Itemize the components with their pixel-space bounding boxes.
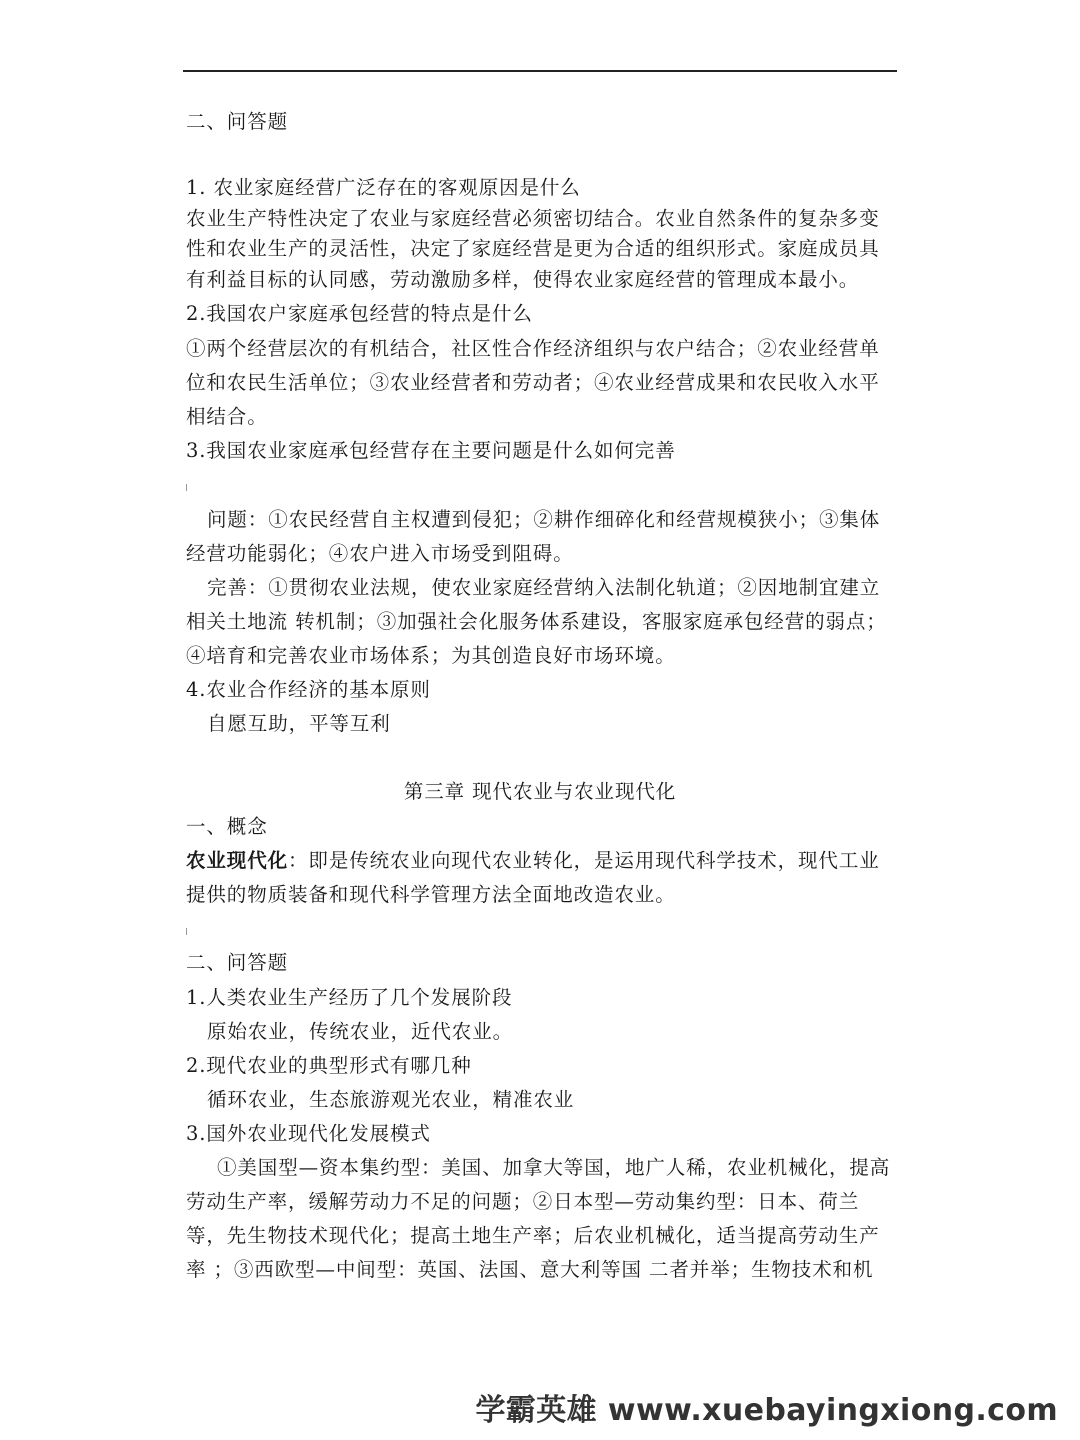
chapter-question-1-answer: 原始农业，传统农业，近代农业。 (207, 1020, 514, 1043)
page-break-mark (186, 928, 187, 935)
chapter-title: 第三章 现代农业与农业现代化 (403, 780, 677, 803)
concept-definition-line: 提供的物质装备和现代科学管理方法全面地改造农业。 (186, 883, 676, 906)
chapter-question-2-answer: 循环农业，生态旅游观光农业，精准农业 (207, 1088, 575, 1111)
question-1-answer-line: 有利益目标的认同感，劳动激励多样，使得农业家庭经营的管理成本最小。 (186, 268, 860, 291)
chapter-question-3-answer-line: ①美国型—资本集约型：美国、加拿大等国，地广人稀，农业机械化，提高 (217, 1156, 891, 1179)
question-3-problems-line: 问题：①农民经营自主权遭到侵犯；②耕作细碎化和经营规模狭小；③集体 (207, 508, 881, 531)
chapter-question-3-answer-line: 率 ；③西欧型—中间型：英国、法国、意大利等国 二者并举；生物技术和机 (186, 1258, 874, 1281)
question-2-answer-line: 相结合。 (186, 405, 268, 428)
question-3-problems-line: 经营功能弱化；④农户进入市场受到阻碍。 (186, 542, 574, 565)
chapter-question-3-title: 3.国外农业现代化发展模式 (186, 1122, 431, 1145)
chapter-qa-heading: 二、问答题 (186, 951, 289, 974)
chapter-question-2-title: 2.现代农业的典型形式有哪几种 (186, 1054, 472, 1077)
question-1-answer-line: 农业生产特性决定了农业与家庭经营必须密切结合。农业自然条件的复杂多变 (186, 207, 880, 230)
question-3-improve-line: 相关土地流 转机制；③加强社会化服务体系建设，客服家庭承包经营的弱点； (186, 610, 887, 633)
chapter-question-1-title: 1.人类农业生产经历了几个发展阶段 (186, 986, 513, 1009)
concept-term: 农业现代化 (186, 849, 289, 872)
question-2-answer-line: ①两个经营层次的有机结合，社区性合作经济组织与农户结合；②农业经营单 (186, 337, 880, 360)
concept-definition-line (186, 849, 880, 873)
chapter-question-3-answer-line: 等，先生物技术现代化；提高土地生产率；后农业机械化，适当提高劳动生产 (186, 1224, 880, 1247)
concept-definition-text: ：即是传统农业向现代农业转化，是运用现代科学技术，现代工业 (288, 849, 880, 872)
question-4-answer: 自愿互助，平等互利 (207, 712, 391, 735)
page-break-mark (186, 484, 187, 491)
question-3-improve-line: 完善：①贯彻农业法规，使农业家庭经营纳入法制化轨道；②因地制宜建立 (207, 576, 881, 599)
question-3-title: 3.我国农业家庭承包经营存在主要问题是什么如何完善 (186, 439, 676, 462)
question-4-title: 4.农业合作经济的基本原则 (186, 678, 431, 701)
question-2-answer-line: 位和农民生活单位；③农业经营者和劳动者；④农业经营成果和农民收入水平 (186, 371, 880, 394)
question-1-answer-line: 性和农业生产的灵活性，决定了家庭经营是更为合适的组织形式。家庭成员具 (186, 237, 880, 260)
site-watermark: 学霸英雄 www.xuebayingxiong.com (475, 1393, 1058, 1428)
question-2-title: 2.我国农户家庭承包经营的特点是什么 (186, 302, 533, 325)
chapter-question-3-answer-line: 劳动生产率，缓解劳动力不足的问题；②日本型—劳动集约型：日本、荷兰 (186, 1190, 860, 1213)
section-heading-qa: 二、问答题 (186, 110, 289, 133)
question-3-improve-line: ④培育和完善农业市场体系；为其创造良好市场环境。 (186, 644, 676, 667)
header-rule (183, 70, 897, 72)
question-1-title: 1. 农业家庭经营广泛存在的客观原因是什么 (186, 176, 581, 199)
concept-heading: 一、概念 (186, 815, 268, 838)
